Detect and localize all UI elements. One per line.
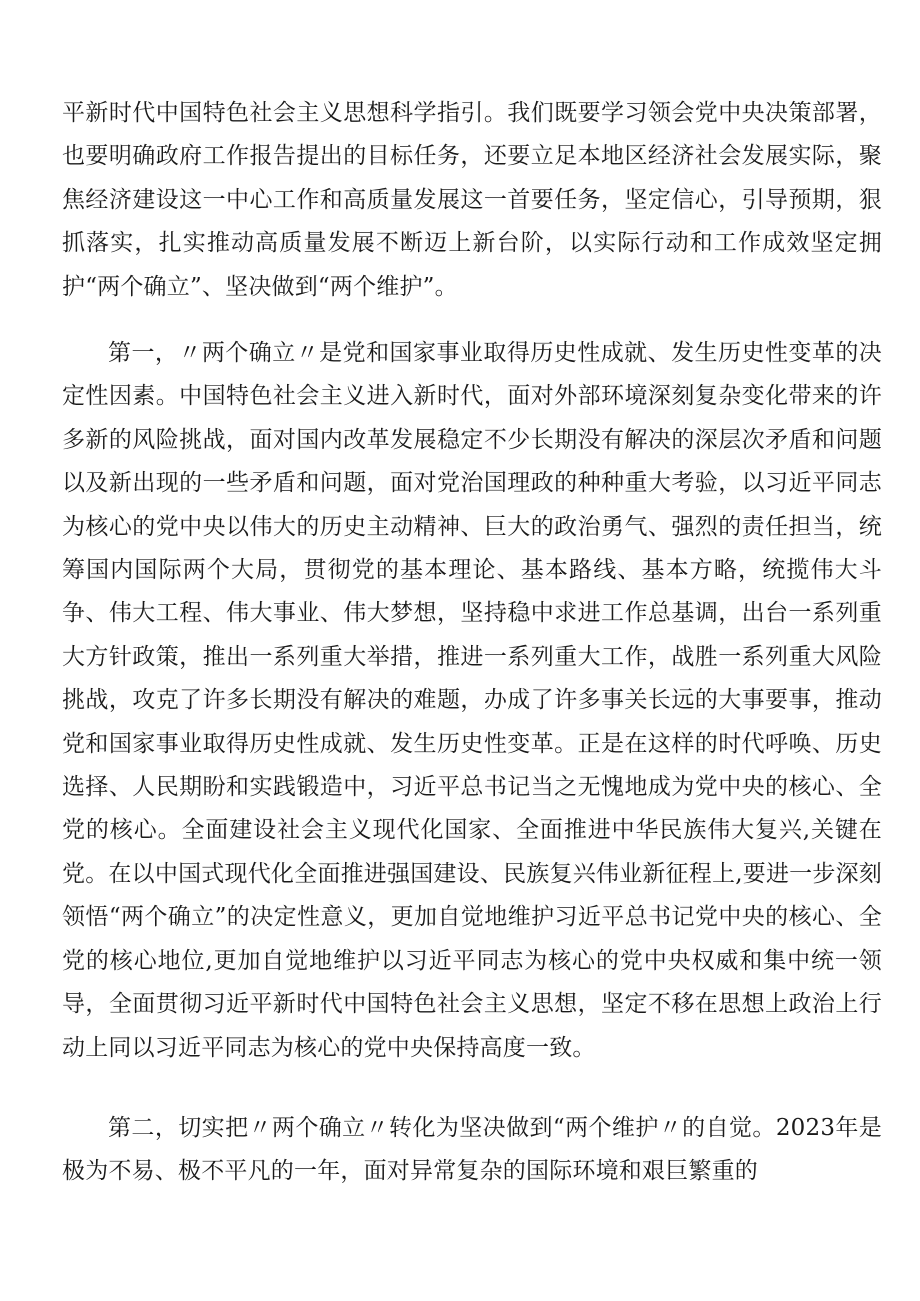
paragraph-continuation: 平新时代中国特色社会主义思想科学指引。我们既要学习领会党中央决策部署，也要明确政府工作报告提出的目标任务，还要立足本地区经济社会发展实际，聚焦经济建设这一中心工作和高质量发展这一首要任务，坚定信心，引导预期，狠抓落实，扎实推动高质量发展不断迈上新台阶，以实际行动和工作成效坚定拥护“两个确立”、坚决做到“两个维护”。 — [62, 100, 882, 300]
paragraph-second-point: 第二，切实把〃两个确立〃转化为坚决做到“两个维护〃的自觉。2023年是极为不易、极不平凡的一年，面对异常复杂的国际环境和艰巨繁重的 — [62, 1115, 882, 1185]
paragraph-first-point: 第一，〃两个确立〃是党和国家事业取得历史性成就、发生历史性变革的决定性因素。中国特色社会主义进入新时代，面对外部环境深刻复杂变化带来的许多新的风险挑战，面对国内改革发展稳定不少长期没有解决的深层次矛盾和问题以及新出现的一些矛盾和问题，面对党治国理政的种种重大考验，以习近平同志为核心的党中央以伟大的历史主动精神、巨大的政治勇气、强烈的责任担当，统筹国内国际两个大局，贯彻党的基本理论、基本路线、基本方略，统揽伟大斗争、伟大工程、伟大事业、伟大梦想，坚持稳中求进工作总基调，出台一系列重大方针政策，推出一系列重大举措，推进一系列重大工作，战胜一系列重大风险挑战，攻克了许多长期没有解决的难题，办成了许多事关长远的大事要事，推动党和国家事业取得历史性成就、发生历史性变革。正是在这样的时代呼唤、历史选择、人民期盼和实践锻造中，习近平总书记当之无愧地成为党中央的核心、全党的核心。全面建设社会主义现代化国家、全面推进中华民族伟大复兴,关键在党。在以中国式现代化全面推进强国建设、民族复兴伟业新征程上,要进一步深刻领悟“两个确立”的决定性意义，更加自觉地维护习近平总书记党中央的核心、全党的核心地位,更加自觉地维护以习近平同志为核心的党中央权威和集中统一领导，全面贯彻习近平新时代中国特色社会主义思想，坚定不移在思想上政治上行动上同以习近平同志为核心的党中央保持高度一致。 — [62, 340, 882, 1061]
